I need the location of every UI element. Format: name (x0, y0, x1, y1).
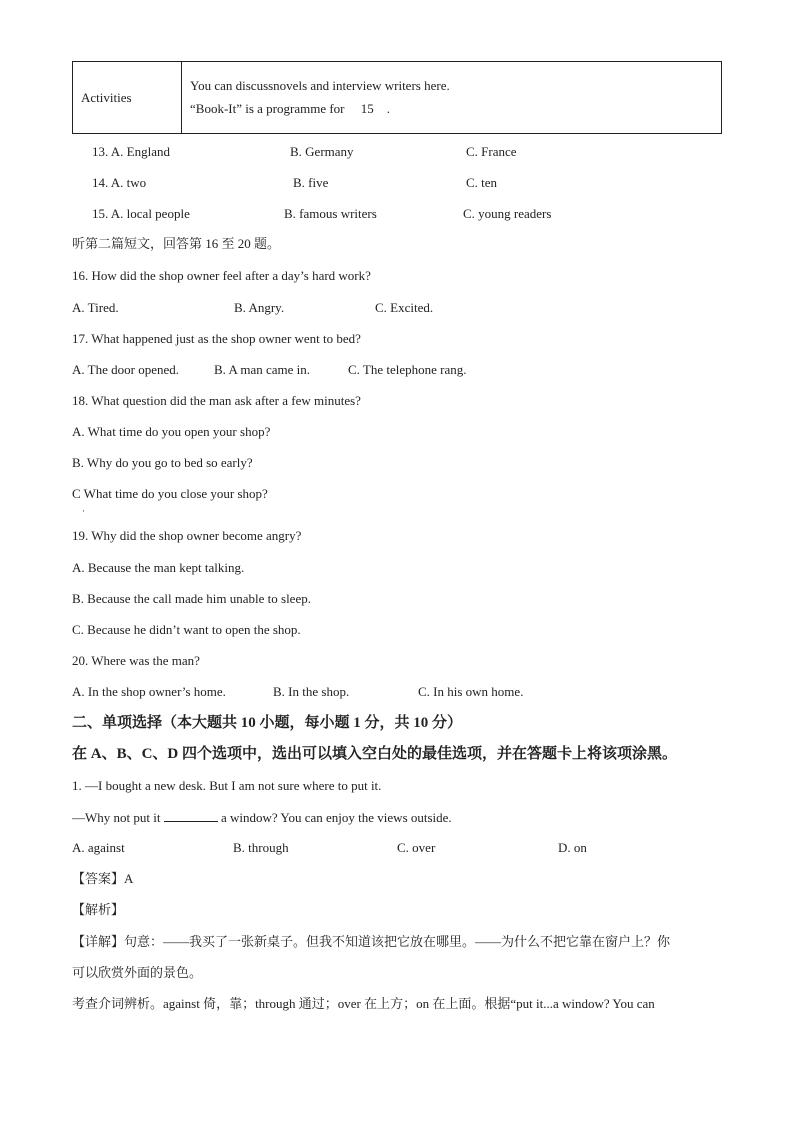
q16-option-b: B. Angry. (234, 300, 285, 315)
q16-question: 16. How did the shop owner feel after a day’s hard work? (72, 268, 371, 283)
q14-options (72, 175, 732, 191)
q17-option-a: A. The door opened. (72, 362, 179, 377)
q13-option-c: C. France (466, 144, 517, 159)
q13-options (72, 144, 732, 160)
detail-line-2: 可以欣赏外面的景色。 (72, 965, 203, 980)
q20-question: 20. Where was the man? (72, 653, 200, 668)
q13-option-b: B. Germany (290, 144, 354, 159)
answer-line (72, 871, 133, 887)
q16-option-a: A. Tired. (72, 300, 119, 315)
mc1-option-d: D. on (558, 840, 587, 855)
q16-options (72, 300, 732, 316)
q15-option-a: 15. A. local people (92, 206, 190, 221)
q18-option-a: A. What time do you open your shop? (72, 424, 271, 439)
q17-option-c: C. The telephone rang. (348, 362, 467, 377)
mc1-option-b: B. through (233, 840, 289, 855)
section-2-intro: 听第二篇短文，回答第 16 至 20 题。 (72, 236, 281, 251)
mc1-options (72, 840, 732, 856)
part-2-instruction: 在 A、B、C、D 四个选项中，选出可以填入空白处的最佳选项，并在答题卡上将该项涂黑。 (72, 746, 678, 762)
q20-option-b: B. In the shop. (273, 684, 350, 699)
q20-options (72, 684, 732, 700)
q17-options (72, 362, 732, 378)
q15-options (72, 206, 732, 222)
blank-number-15: 15 (360, 101, 374, 116)
activities-content (182, 62, 722, 134)
analysis-label: 【解析】 (72, 902, 125, 917)
answer-blank (164, 809, 218, 822)
part-2-heading: 二、单项选择（本大题共 10 小题，每小题 1 分，共 10 分） (72, 715, 463, 731)
q14-option-b: B. five (293, 175, 329, 190)
activities-table (72, 61, 722, 134)
q15-option-c: C. young readers (463, 206, 552, 221)
q20-option-c: C. In his own home. (418, 684, 524, 699)
q15-option-b: B. famous writers (284, 206, 377, 221)
detail-line-3: 考查介词辨析。against 倚，靠；through 通过；over 在上方；on 在上面。根据“put it...a window? You can (72, 996, 655, 1011)
q20-option-a: A. In the shop owner’s home. (72, 684, 226, 699)
activities-label: Activities (73, 62, 182, 134)
q18-option-b: B. Why do you go to bed so early? (72, 455, 253, 470)
stray-dot: · (82, 506, 85, 516)
q19-question: 19. Why did the shop owner become angry? (72, 528, 302, 543)
mc1-option-a: A. against (72, 840, 125, 855)
activities-line-2: “Book-It” is a programme for 15 . (190, 101, 391, 116)
mc1-option-c: C. over (397, 840, 436, 855)
mc1-line-1: 1. —I bought a new desk. But I am not sure where to put it. (72, 778, 382, 793)
q19-option-a: A. Because the man kept talking. (72, 560, 245, 575)
activities-line-1: You can discussnovels and interview writers here. (190, 78, 450, 93)
q18-option-c: C What time do you close your shop? (72, 486, 268, 501)
q17-option-b: B. A man came in. (214, 362, 311, 377)
q17-question: 17. What happened just as the shop owner went to bed? (72, 331, 361, 346)
q19-option-c: C. Because he didn’t want to open the shop. (72, 622, 301, 637)
answer-label: 【答案】 (72, 871, 125, 886)
q18-question: 18. What question did the man ask after a few minutes? (72, 393, 361, 408)
q14-option-c: C. ten (466, 175, 498, 190)
answer-value: A (124, 871, 134, 886)
q13-option-a: 13. A. England (92, 144, 170, 159)
q14-option-a: 14. A. two (92, 175, 147, 190)
q19-option-b: B. Because the call made him unable to sleep. (72, 591, 311, 606)
q16-option-c: C. Excited. (375, 300, 434, 315)
detail-line-1: 【详解】句意：——我买了一张新桌子。但我不知道该把它放在哪里。——为什么不把它靠在窗户上？你 (72, 934, 671, 949)
mc1-line-2: —Why not put it a window? You can enjoy the views outside. (72, 810, 452, 825)
